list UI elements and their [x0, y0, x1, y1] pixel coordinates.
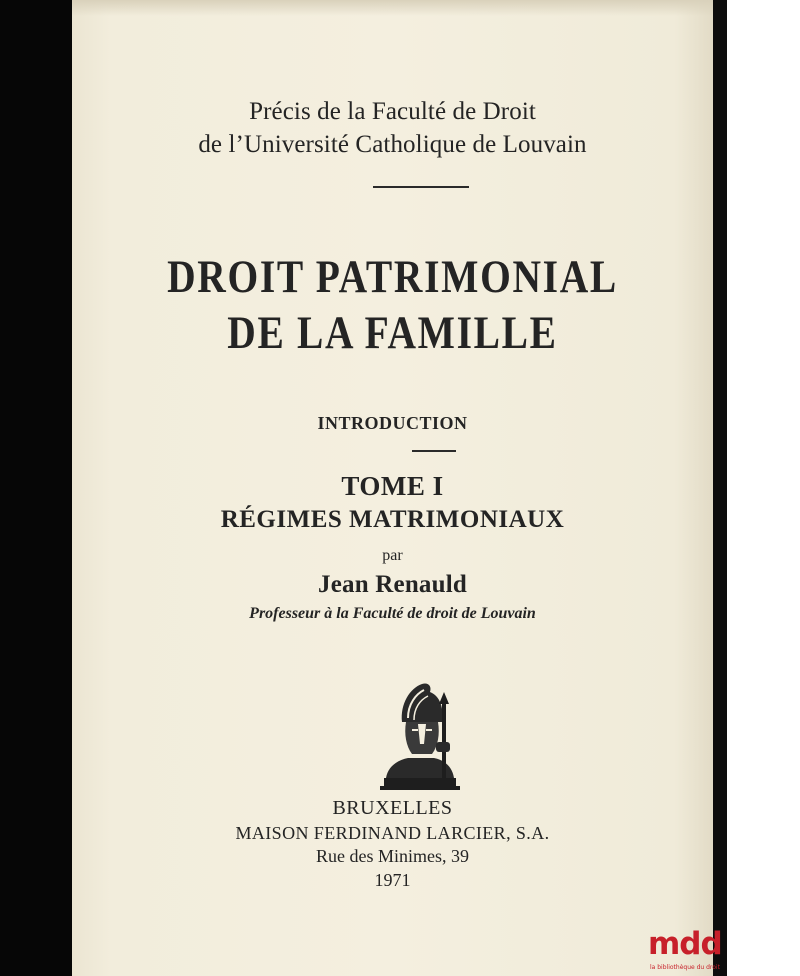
- imprint-year: 1971: [374, 870, 411, 890]
- imprint-publisher: MAISON FERDINAND LARCIER, S.A.: [235, 823, 550, 843]
- by-label: par: [382, 547, 403, 564]
- imprint-address: Rue des Minimes, 39: [316, 846, 469, 866]
- imprint-city: BRUXELLES: [332, 797, 453, 819]
- book-title-line-1: DROIT PATRIMONIAL: [167, 251, 618, 303]
- volume-number: TOME I: [341, 471, 444, 501]
- series-line-2: de l’Université Catholique de Louvain: [198, 131, 587, 158]
- right-white-margin: [727, 0, 800, 976]
- page-edge-shadow: [713, 0, 727, 976]
- introduction-label: INTRODUCTION: [317, 413, 468, 433]
- helmeted-head-emblem-icon: [378, 682, 462, 790]
- series-line-1: Précis de la Faculté de Droit: [249, 98, 536, 125]
- book-title-line-2: DE LA FAMILLE: [227, 307, 558, 359]
- watermark-logo-text: mdd: [648, 926, 722, 962]
- author-name: Jean Renauld: [318, 571, 467, 598]
- divider-rule-short: [412, 450, 456, 452]
- watermark-tagline: la bibliothèque du droit: [650, 964, 720, 971]
- volume-subject: RÉGIMES MATRIMONIAUX: [220, 506, 565, 533]
- left-dark-border: [0, 0, 72, 976]
- author-affiliation: Professeur à la Faculté de droit de Louvain: [249, 605, 536, 622]
- title-page: [72, 0, 713, 976]
- divider-rule: [373, 186, 469, 188]
- watermark-logo: [648, 920, 728, 976]
- page-top-shadow: [72, 0, 713, 16]
